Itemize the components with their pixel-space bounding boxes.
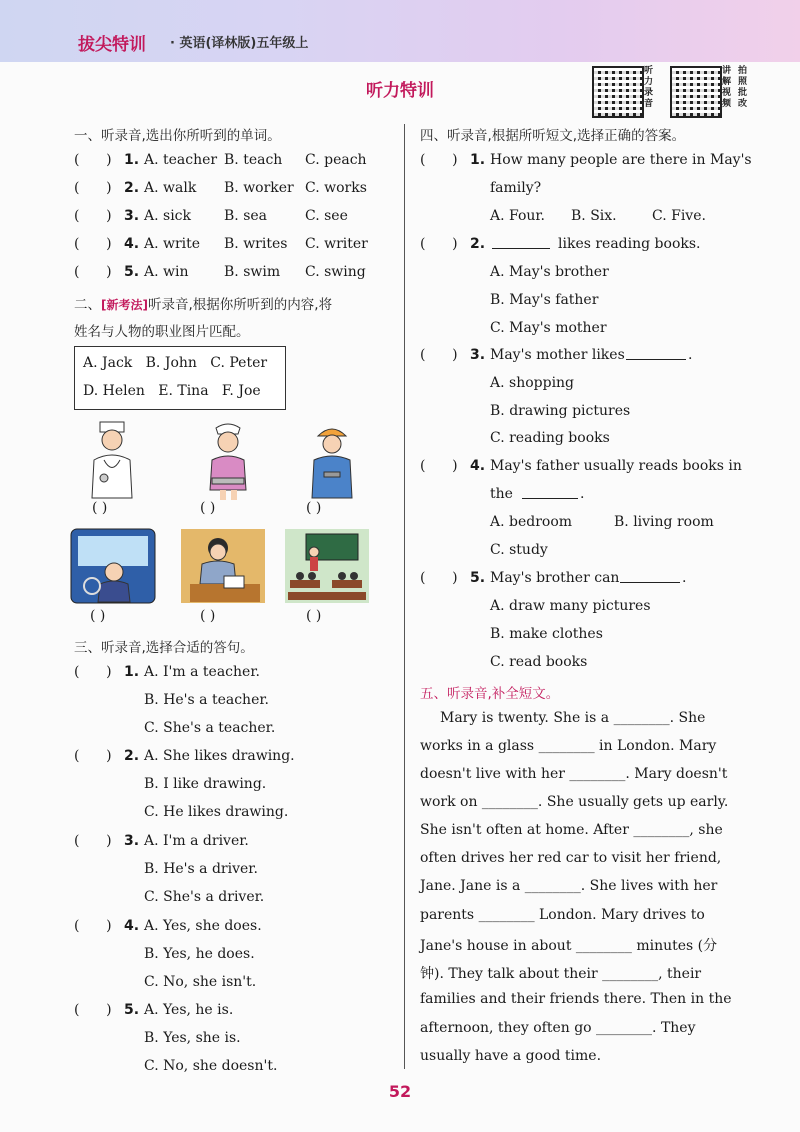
option-c: C. works: [305, 180, 367, 196]
answer-paren[interactable]: ( ): [74, 180, 112, 196]
column-divider: [404, 124, 405, 1069]
question-number: 2.: [470, 236, 486, 252]
answer-paren[interactable]: ( ): [420, 458, 458, 474]
option-c: C. see: [305, 208, 348, 224]
answer-paren[interactable]: ( ): [74, 1002, 112, 1018]
option-a: A. Yes, he is.: [144, 1002, 234, 1018]
names-row-1: A. Jack B. John C. Peter: [83, 355, 268, 371]
book-subtitle: · 英语(译林版)五年级上: [170, 36, 309, 51]
option-c: C. She's a teacher.: [144, 720, 276, 736]
option-b: B. May's father: [490, 292, 599, 308]
question-text: May's mother likes: [490, 347, 625, 363]
answer-paren[interactable]: ( ): [420, 152, 458, 168]
option-a: A. Four.: [490, 208, 546, 224]
question-number: 4.: [124, 918, 140, 934]
passage-line: often drives her red car to visit her friend,: [420, 850, 722, 866]
option-b: B. writes: [224, 236, 288, 252]
answer-paren[interactable]: ( ): [92, 500, 108, 516]
passage-line: usually have a good time.: [420, 1048, 602, 1064]
option-b: B. teach: [224, 152, 283, 168]
answer-paren[interactable]: ( ): [306, 608, 322, 624]
names-row-2: D. Helen E. Tina F. Joe: [83, 383, 261, 399]
qr-label-listening: 听力录音: [644, 66, 654, 109]
option-b: B. He's a teacher.: [144, 692, 269, 708]
nurse-picture: [198, 420, 258, 500]
question-text: May's brother can: [490, 570, 620, 586]
page-number: 52: [388, 1082, 412, 1101]
option-c: C. No, she isn't.: [144, 974, 257, 990]
option-a: A. sick: [144, 208, 191, 224]
option-b: B. sea: [224, 208, 268, 224]
qr-code-icon[interactable]: [592, 66, 644, 118]
new-method-tag: [新考法]: [101, 298, 148, 312]
option-b: B. swim: [224, 264, 281, 280]
answer-paren[interactable]: ( ): [420, 236, 458, 252]
section3-heading: 三、听录音,选择合适的答句。: [74, 640, 254, 656]
question-number: 5.: [470, 570, 486, 586]
section2-heading: [74, 293, 332, 313]
option-b: B. He's a driver.: [144, 861, 258, 877]
option-c: C. swing: [305, 264, 366, 280]
passage-line: Mary is twenty. She is a ________. She: [440, 710, 706, 726]
option-c: C. She's a driver.: [144, 889, 265, 905]
option-a: A. bedroom: [490, 514, 573, 530]
answer-paren[interactable]: ( ): [74, 833, 112, 849]
option-b: B. make clothes: [490, 626, 603, 642]
option-b: B. worker: [224, 180, 294, 196]
option-a: A. Yes, she does.: [144, 918, 262, 934]
question-text: May's father usually reads books in: [490, 458, 742, 474]
option-a: A. I'm a driver.: [144, 833, 249, 849]
option-c: C. reading books: [490, 430, 610, 446]
question-number: 1.: [124, 152, 140, 168]
answer-paren[interactable]: ( ): [200, 500, 216, 516]
question-text-cont: family?: [490, 180, 542, 196]
qr-label-grading: 拍照批改: [738, 66, 748, 109]
option-c: C. Five.: [652, 208, 706, 224]
teacher-classroom-picture: [284, 528, 370, 604]
fill-blank[interactable]: [492, 236, 550, 253]
question-end: .: [580, 486, 585, 502]
answer-paren[interactable]: ( ): [90, 608, 106, 624]
passage-line: doesn't live with her ________. Mary doesn't: [420, 766, 728, 782]
section5-heading: 五、听录音,补全短文。: [420, 686, 560, 702]
option-a: A. walk: [144, 180, 197, 196]
option-a: A. write: [144, 236, 201, 252]
answer-paren[interactable]: ( ): [74, 748, 112, 764]
question-text: likes reading books.: [558, 236, 701, 252]
passage-line: 钟). They talk about their ________, their: [420, 966, 702, 982]
option-a: A. draw many pictures: [490, 598, 651, 614]
passage-line: works in a glass ________ in London. Mary: [420, 738, 717, 754]
section2-prefix: 二、: [74, 297, 101, 313]
brand-logo: 拔尖特训: [78, 35, 146, 55]
office-worker-picture: [180, 528, 266, 604]
question-text-cont: the: [490, 486, 513, 502]
answer-paren[interactable]: ( ): [420, 347, 458, 363]
fill-blank[interactable]: [626, 347, 686, 364]
passage-line: work on ________. She usually gets up early.: [420, 794, 729, 810]
question-number: 3.: [124, 833, 140, 849]
passage-line: parents ________ London. Mary drives to: [420, 907, 705, 923]
option-c: C. writer: [305, 236, 368, 252]
option-b: B. Six.: [571, 208, 617, 224]
qr-label-video: 讲解视频: [722, 66, 732, 109]
option-b: B. I like drawing.: [144, 776, 267, 792]
page-title: 听力特训: [366, 81, 434, 101]
answer-paren[interactable]: ( ): [200, 608, 216, 624]
answer-paren[interactable]: ( ): [74, 208, 112, 224]
passage-line: She isn't often at home. After ________, she: [420, 822, 723, 838]
question-number: 4.: [470, 458, 486, 474]
bus-driver-picture: [70, 528, 156, 604]
passage-line: Jane's house in about ________ minutes (分: [420, 938, 718, 954]
answer-paren[interactable]: ( ): [74, 236, 112, 252]
answer-paren[interactable]: ( ): [74, 664, 112, 680]
section4-heading: 四、听录音,根据所听短文,选择正确的答案。: [420, 128, 686, 144]
question-number: 2.: [124, 748, 140, 764]
name-options-box: [74, 346, 286, 410]
worker-picture: [302, 420, 362, 500]
option-b: B. Yes, he does.: [144, 946, 255, 962]
question-number: 5.: [124, 1002, 140, 1018]
answer-paren[interactable]: ( ): [306, 500, 322, 516]
option-c: C. He likes drawing.: [144, 804, 289, 820]
question-number: 5.: [124, 264, 140, 280]
option-b: B. drawing pictures: [490, 403, 631, 419]
question-end: .: [688, 347, 693, 363]
option-c: C. study: [490, 542, 548, 558]
answer-paren[interactable]: ( ): [74, 152, 112, 168]
fill-blank[interactable]: [620, 570, 680, 587]
option-c: C. May's mother: [490, 320, 607, 336]
option-a: A. May's brother: [490, 264, 609, 280]
answer-paren[interactable]: ( ): [420, 570, 458, 586]
option-b: B. living room: [614, 514, 714, 530]
question-number: 1.: [470, 152, 486, 168]
option-a: A. I'm a teacher.: [144, 664, 260, 680]
question-number: 3.: [470, 347, 486, 363]
passage-line: Jane. Jane is a ________. She lives with her: [420, 878, 718, 894]
question-number: 3.: [124, 208, 140, 224]
option-c: C. peach: [305, 152, 367, 168]
question-number: 2.: [124, 180, 140, 196]
option-c: C. No, she doesn't.: [144, 1058, 278, 1074]
answer-paren[interactable]: ( ): [74, 918, 112, 934]
option-a: A. teacher: [144, 152, 218, 168]
option-a: A. win: [144, 264, 189, 280]
qr-code-icon[interactable]: [670, 66, 722, 118]
passage-line: afternoon, they often go ________. They: [420, 1020, 696, 1036]
section2-heading-b: 姓名与人物的职业图片匹配。: [74, 324, 250, 340]
option-a: A. shopping: [490, 375, 575, 391]
question-text: How many people are there in May's: [490, 152, 752, 168]
fill-blank[interactable]: [522, 486, 578, 503]
doctor-picture: [82, 420, 142, 500]
section1-heading: 一、听录音,选出你所听到的单词。: [74, 128, 281, 144]
option-b: B. Yes, she is.: [144, 1030, 241, 1046]
passage-line: families and their friends there. Then in the: [420, 991, 732, 1007]
question-number: 1.: [124, 664, 140, 680]
answer-paren[interactable]: ( ): [74, 264, 112, 280]
section2-heading-a: 听录音,根据你所听到的内容,将: [147, 297, 333, 313]
question-number: 4.: [124, 236, 140, 252]
option-a: A. She likes drawing.: [144, 748, 295, 764]
option-c: C. read books: [490, 654, 588, 670]
question-end: .: [682, 570, 687, 586]
